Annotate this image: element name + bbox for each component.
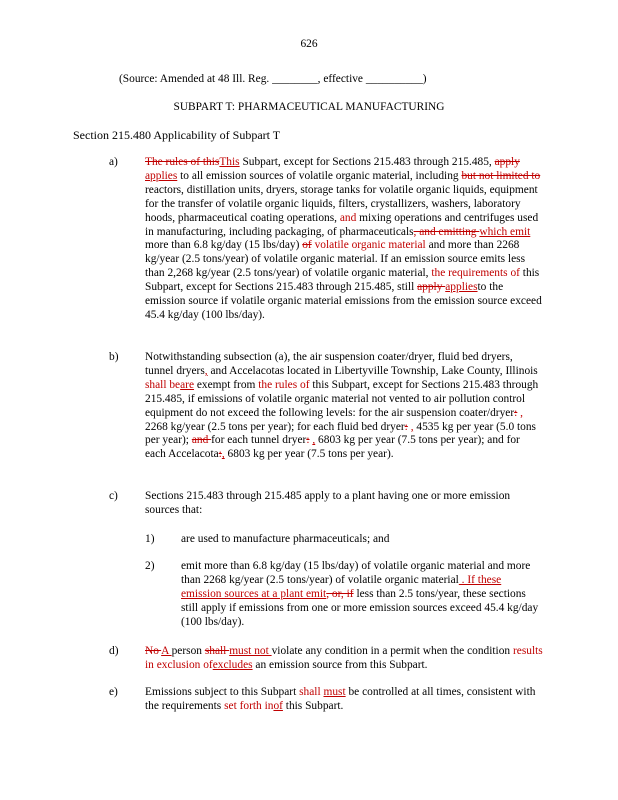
deleted-text: No	[145, 645, 162, 657]
inserted-text: . If these emission sources at a plant emit	[181, 573, 502, 600]
inserted-text: ,	[520, 406, 524, 419]
subsection-b-label: b)	[109, 351, 119, 363]
inserted-text: ,	[312, 434, 316, 447]
text-run: and more than 2268 kg/year (2.5 tons/year) of volatile organic material. If an emission source emits less than 2,268 kg/year (2.5 tons/year) of volatile organic material,	[145, 239, 525, 280]
inserted-text: ,	[221, 448, 225, 461]
text-run: this Subpart.	[282, 699, 344, 712]
inserted-text: This	[219, 156, 240, 168]
inserted-text: applies	[145, 169, 178, 182]
subsection-e-text	[145, 686, 543, 714]
text-run: to all emission sources of volatile organic material, including	[177, 169, 462, 182]
deleted-text: shall	[204, 645, 230, 657]
inserted-text: must not	[229, 645, 272, 657]
inserted-text: must	[323, 686, 346, 698]
deleted-text: set forth in	[224, 699, 274, 712]
deleted-text: The rules of this	[145, 156, 220, 168]
subsection-c-text: Sections 215.483 through 215.485 apply to a plant having one or more emission sources that:	[145, 490, 511, 516]
text-run: reactors, distillation units, dryers, storage tanks for volatile organic liquids, equipment for the transfer of volatile organic liquids, filters, crystallizers, washers, laboratory hoods, pharmaceutical coating operations,	[145, 183, 538, 224]
source-note: (Source: Amended at 48 Ill. Reg. ________, effective __________)	[119, 73, 427, 85]
text-run: Emissions subject to this Subpart	[145, 686, 300, 698]
text-run: emit more than 6.8 kg/day (15 lbs/day) of volatile organic material and more than 2268 kg/year (2.5 tons/year) of volatile organic material	[181, 560, 531, 586]
deleted-text: the rules of	[258, 378, 310, 391]
deleted-text: shall	[299, 686, 321, 698]
inserted-text: which emit	[479, 225, 531, 238]
inserted-text: ,	[204, 364, 208, 377]
text-run: 2268 kg/year (2.5 tons per year); for each fluid bed dryer	[145, 420, 405, 433]
text-run: to the emission source if volatile organic material emissions from the emission source exceed 45.4 kg/day (100 lbs/day).	[145, 281, 542, 321]
text-run: mixing operations and centrifuges used in manufacturing, including packaging, of pharmaceuticals	[145, 211, 539, 238]
deleted-text: and	[191, 434, 212, 447]
deleted-text: , or, if	[326, 587, 354, 600]
text-run: violate any condition in a permit when the condition	[271, 645, 513, 657]
text-run: 4535 kg per year (5.0 tons per year);	[145, 420, 536, 447]
text-run: for each tunnel dryer	[211, 434, 307, 447]
deleted-text: :	[404, 420, 408, 433]
text-run: this Subpart, except for Sections 215.483 through 215.485, still	[145, 267, 540, 294]
text-run: this Subpart, except for Sections 215.483 through 215.485, if emissions of volatile organic material not vented to air pollution control equipment do not exceed the following levels: for the air suspension coater/dryer	[145, 378, 539, 419]
deleted-text: results in exclusion of	[145, 645, 543, 671]
deleted-text: , and emitting	[413, 225, 480, 238]
deleted-text: :	[218, 448, 222, 461]
subsection-d-label: d)	[109, 645, 119, 657]
inserted-text: excludes	[212, 658, 253, 671]
inserted-text: volatile organic material	[314, 239, 426, 252]
subsection-a-text	[145, 156, 543, 323]
deleted-text: apply	[417, 281, 446, 294]
text-run: 6803 kg per year (7.5 tons per year); and for each Accelacota	[145, 434, 520, 461]
page-number: 626	[300, 38, 318, 50]
item-1-label: 1)	[145, 533, 155, 545]
subsection-a-label: a)	[109, 156, 118, 168]
section-heading: Section 215.480 Applicability of Subpart T	[73, 128, 281, 142]
text-run: less than 2.5 tons/year, these sections still apply if emissions from one or more emission sources exceed 45.4 kg/day (100 lbs/day).	[181, 587, 539, 628]
subpart-heading: SUBPART T: PHARMACEUTICAL MANUFACTURING	[173, 101, 445, 113]
inserted-text: ,	[410, 420, 414, 433]
deleted-text: of	[302, 239, 312, 252]
text-run: 6803 kg per year (7.5 tons per year).	[224, 448, 394, 461]
item-1-text: are used to manufacture pharmaceuticals; and	[181, 533, 390, 545]
text-run: Subpart, except for Sections 215.483 through 215.485,	[239, 156, 495, 168]
subsection-d-text	[145, 645, 543, 673]
subsection-e-label: e)	[109, 686, 118, 698]
inserted-text: the requirements of	[431, 267, 520, 280]
text-run: person	[171, 645, 205, 657]
inserted-text: of	[273, 699, 283, 712]
text-run: more than 6.8 kg/day (15 lbs/day)	[145, 239, 303, 252]
deleted-text: shall be	[145, 378, 181, 391]
item-2-label: 2)	[145, 560, 155, 572]
text-run: be controlled at all times, consistent with the requirements	[145, 686, 536, 712]
text-run: exempt from	[194, 378, 259, 391]
inserted-text: applies	[445, 281, 478, 294]
deleted-text: :	[514, 406, 518, 419]
inserted-text: A	[161, 645, 172, 657]
inserted-text: are	[180, 378, 195, 391]
deleted-text: :	[306, 434, 310, 447]
deleted-text: apply	[494, 156, 520, 168]
text-run: Notwithstanding subsection (a), the air suspension coater/dryer, fluid bed dryers, tunnel dryers	[145, 351, 513, 377]
subsection-b-text	[145, 351, 543, 462]
item-2-text	[181, 560, 543, 630]
text-run: an emission source from this Subpart.	[252, 658, 428, 671]
deleted-text: but not limited to	[461, 169, 541, 182]
subsection-c-label: c)	[109, 490, 118, 502]
text-run: and Accelacotas located in Libertyville Township, Lake County, Illinois	[207, 364, 538, 377]
inserted-text: and	[339, 211, 357, 224]
